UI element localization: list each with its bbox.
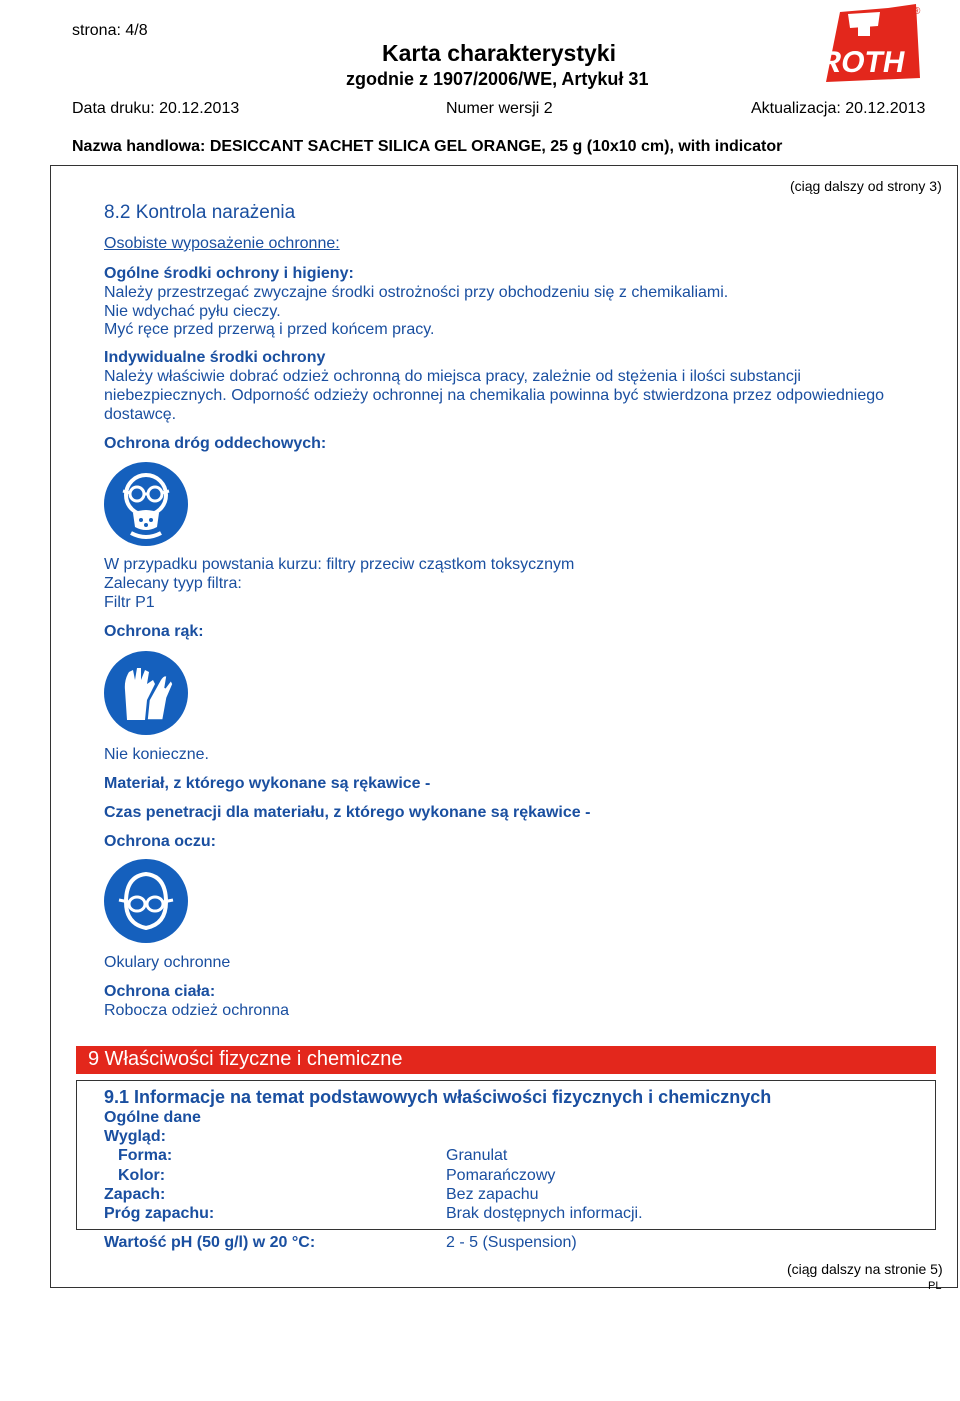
glove-material: Materiał, z którego wykonane są rękawice - xyxy=(104,775,431,792)
document-subtitle: zgodnie z 1907/2006/WE, Artykuł 31 xyxy=(346,69,649,89)
individual-line: niebezpiecznych. Odporność odzieży ochronnej na chemikalia powinna być stwierdzona przez odpowiedniego xyxy=(104,387,885,404)
goggles-icon xyxy=(103,858,189,944)
respirator-mask-icon xyxy=(103,461,189,547)
svg-text:®: ® xyxy=(913,6,921,17)
respiratory-line: Zalecany tyyp filtra: xyxy=(104,575,242,592)
appearance-label: Wygląd: xyxy=(104,1128,166,1145)
property-label: Próg zapachu: xyxy=(104,1205,215,1222)
individual-line: dostawcę. xyxy=(104,406,177,423)
general-data: Ogólne dane xyxy=(104,1109,201,1126)
body-text: Robocza odzież ochronna xyxy=(104,1002,290,1019)
property-label: Forma: xyxy=(118,1147,173,1164)
language-code: PL xyxy=(928,1280,942,1292)
eye-text: Okulary ochronne xyxy=(104,954,231,971)
property-label: Zapach: xyxy=(104,1186,166,1203)
hygiene-line: Nie wdychać pyłu cieczy. xyxy=(104,303,281,320)
ph-label: Wartość pH (50 g/l) w 20 °C: xyxy=(104,1234,316,1251)
section-9-heading-bar xyxy=(76,1046,936,1074)
version-number: Numer wersji 2 xyxy=(446,100,553,117)
ppe-heading: Osobiste wyposażenie ochronne: xyxy=(104,235,340,252)
hygiene-heading: Ogólne środki ochrony i higieny: xyxy=(104,265,354,282)
print-date: Data druku: 20.12.2013 xyxy=(72,100,240,117)
hygiene-line: Należy przestrzegać zwyczajne środki ostrożności przy obchodzeniu się z chemikaliami. xyxy=(104,284,729,301)
body-heading: Ochrona ciała: xyxy=(104,983,216,1000)
property-value: Granulat xyxy=(446,1147,508,1164)
respiratory-line: Filtr P1 xyxy=(104,594,155,611)
trade-name-value: DESICCANT SACHET SILICA GEL ORANGE, 25 g (10x10 cm), with indicator xyxy=(209,138,783,155)
document-title: Karta charakterystyki xyxy=(382,40,616,66)
svg-text:ROTH: ROTH xyxy=(818,46,908,79)
hand-text: Nie konieczne. xyxy=(104,746,209,763)
eye-heading: Ochrona oczu: xyxy=(104,833,217,850)
section-8-2-heading: 8.2 Kontrola narażenia xyxy=(104,202,296,223)
page-number: strona: 4/8 xyxy=(72,22,148,39)
property-value: Pomarańczowy xyxy=(446,1167,556,1184)
hygiene-line: Myć ręce przed przerwą i przed końcem pracy. xyxy=(104,321,435,338)
section-9-heading: 9 Właściwości fizyczne i chemiczne xyxy=(88,1048,403,1070)
individual-heading: Indywidualne środki ochrony xyxy=(104,349,326,366)
trade-name-label: Nazwa handlowa: xyxy=(72,138,206,155)
section-9-1-heading: 9.1 Informacje na temat podstawowych właściwości fizycznych i chemicznych xyxy=(104,1087,772,1107)
respiratory-heading: Ochrona dróg oddechowych: xyxy=(104,435,327,452)
continued-on: (ciąg dalszy na stronie 5) xyxy=(787,1261,943,1277)
roth-logo xyxy=(818,2,928,86)
property-label: Kolor: xyxy=(118,1167,166,1184)
update-date: Aktualizacja: 20.12.2013 xyxy=(751,100,926,117)
property-value: Bez zapachu xyxy=(446,1186,539,1203)
respiratory-line: W przypadku powstania kurzu: filtry przeciw cząstkom toksycznym xyxy=(104,556,575,573)
ph-value: 2 - 5 (Suspension) xyxy=(446,1234,577,1251)
hand-heading: Ochrona rąk: xyxy=(104,623,204,640)
continued-from: (ciąg dalszy od strony 3) xyxy=(790,178,942,194)
trade-name xyxy=(72,138,782,156)
gloves-icon xyxy=(103,650,189,736)
individual-line: Należy właściwie dobrać odzież ochronną do miejsca pracy, zależnie od stężenia i ilości substancji xyxy=(104,368,801,385)
penetration-time: Czas penetracji dla materiału, z którego wykonane są rękawice - xyxy=(104,804,591,821)
property-value: Brak dostępnych informacji. xyxy=(446,1205,643,1222)
